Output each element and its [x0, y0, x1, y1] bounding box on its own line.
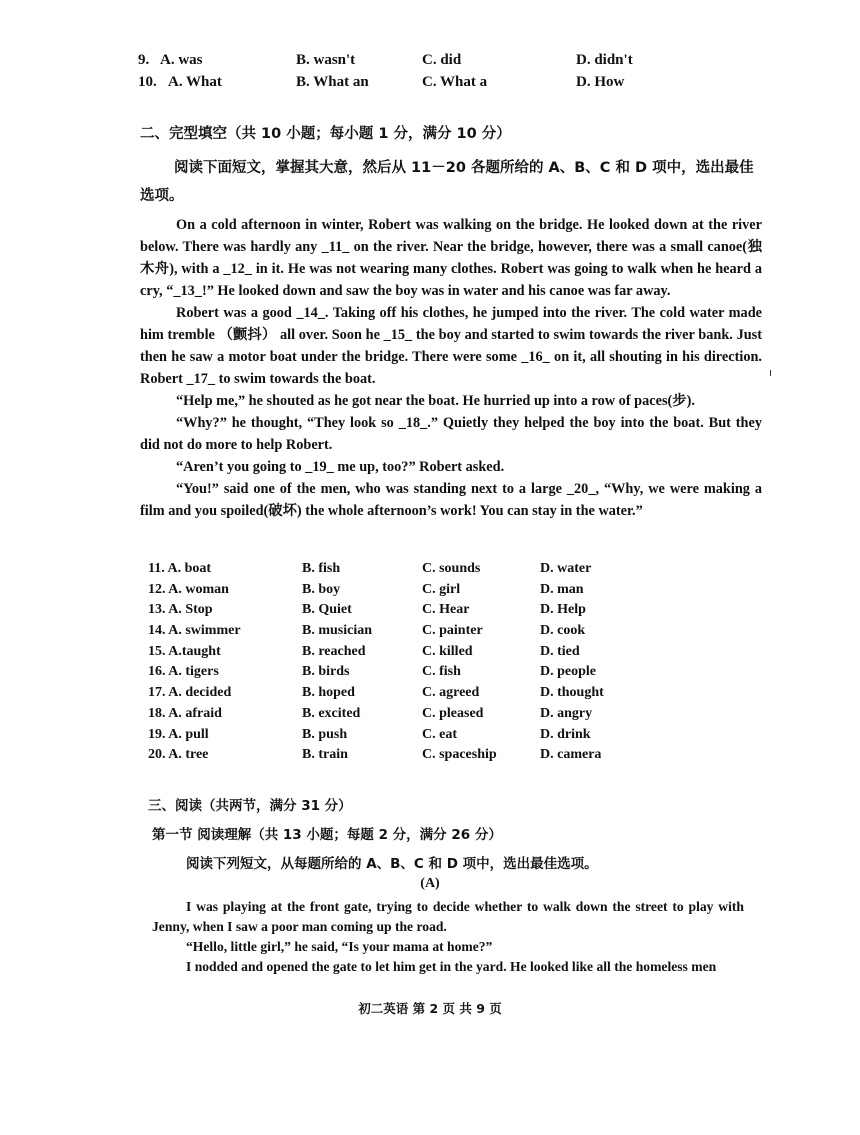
option-a: 19. A. pull	[148, 726, 209, 742]
option-b: B. musician	[302, 623, 373, 639]
options-row	[148, 623, 618, 644]
option-a: 20. A. tree	[148, 747, 209, 763]
passage-paragraph: I nodded and opened the gate to let him get in the yard. He looked like all the homeless men	[186, 959, 717, 974]
option-a: 13. A. Stop	[148, 602, 213, 618]
option-c: C. agreed	[422, 685, 480, 701]
option-c: C. What a	[422, 74, 488, 90]
question-number: 9.	[138, 52, 150, 68]
option-d: D. tied	[540, 643, 580, 659]
options-row	[148, 706, 618, 727]
option-b: B. reached	[302, 643, 366, 659]
option-b: B. fish	[302, 561, 341, 576]
option-a: 15. A.taught	[148, 643, 221, 659]
option-d: D. Help	[540, 602, 586, 618]
option-c: C. killed	[422, 643, 473, 659]
option-a: 14. A. swimmer	[148, 623, 241, 639]
part-1-title: 第一节 阅读理解（共 13 小题；每题 2 分，满分 26 分）	[152, 827, 502, 843]
passage-paragraph: “Aren’t you going to _19_ me up, too?” Robert asked.	[176, 459, 505, 475]
cloze-options	[148, 561, 618, 768]
section-2-title: 二、完型填空（共 10 小题；每小题 1 分，满分 10 分）	[140, 126, 511, 142]
page-footer: 初二英语 第 2 页 共 9 页	[358, 1001, 502, 1016]
option-a: 17. A. decided	[148, 685, 232, 701]
option-a: 18. A. afraid	[148, 705, 222, 721]
option-c: C. painter	[422, 623, 483, 639]
option-d: D. man	[540, 581, 584, 597]
options-row	[148, 664, 618, 685]
question-10-options	[138, 74, 778, 96]
option-d: D. camera	[540, 747, 602, 763]
options-row	[148, 685, 618, 706]
option-d: D. How	[576, 74, 625, 90]
option-b: B. train	[302, 747, 348, 763]
options-row	[148, 644, 618, 665]
option-b: B. What an	[296, 74, 369, 90]
passage-paragraph: “Hello, little girl,” he said, “Is your mama at home?”	[186, 939, 493, 954]
option-a: A. What	[168, 74, 222, 90]
options-row	[148, 561, 618, 582]
option-d: D. cook	[540, 623, 586, 639]
option-b: B. hoped	[302, 685, 355, 701]
option-a: 11. A. boat	[148, 561, 212, 576]
options-row	[148, 727, 618, 748]
reading-passage-a	[152, 897, 744, 977]
option-b: B. push	[302, 726, 348, 742]
option-c: C. spaceship	[422, 747, 497, 763]
option-a: 16. A. tigers	[148, 664, 219, 680]
option-d: D. people	[540, 664, 596, 680]
passage-paragraph: I was playing at the front gate, trying to decide whether to walk down the street to play with Jenny, when I saw a poor man coming up the road.	[152, 899, 744, 934]
option-d: D. thought	[540, 685, 604, 701]
option-c: C. Hear	[422, 602, 470, 618]
passage-paragraph: Robert was a good _14_. Taking off his clothes, he jumped into the river. The cold water made him tremble （颤抖） all over. Soon he _15_ the boy and started to swim towards the river bank. Just then he saw a motor boat under the bridge. There were some _16_ on it, all shouting in his direction. Robert _17_ to swim towards the boat.	[140, 305, 762, 387]
question-number: 10.	[138, 74, 157, 90]
option-c: C. sounds	[422, 561, 481, 576]
option-b: B. excited	[302, 705, 361, 721]
option-c: C. girl	[422, 581, 461, 597]
question-9-options	[138, 52, 778, 74]
option-c: C. pleased	[422, 705, 484, 721]
options-row	[148, 582, 618, 603]
cloze-passage	[140, 214, 762, 522]
option-a: A. was	[160, 52, 203, 68]
option-d: D. water	[540, 561, 592, 576]
option-b: B. birds	[302, 664, 350, 680]
passage-label: (A)	[420, 876, 440, 891]
option-b: B. Quiet	[302, 602, 352, 618]
section-3-title: 三、阅读（共两节，满分 31 分）	[148, 798, 352, 814]
section-2-instruction: 阅读下面短文，掌握其大意，然后从 11－20 各题所给的 A、B、C 和 D 项中，选出最佳选项。	[140, 160, 754, 204]
option-d: D. drink	[540, 726, 591, 742]
option-d: D. angry	[540, 705, 593, 721]
option-a: 12. A. woman	[148, 581, 229, 597]
section-3-instruction: 阅读下列短文，从每题所给的 A、B、C 和 D 项中，选出最佳选项。	[186, 856, 598, 872]
passage-paragraph: “Why?” he thought, “They look so _18_.” Quietly they helped the boy into the boat. But they did not do more to help Robert.	[140, 415, 762, 453]
option-b: B. wasn't	[296, 52, 356, 68]
option-c: C. did	[422, 52, 462, 68]
options-row	[148, 602, 618, 623]
passage-paragraph: On a cold afternoon in winter, Robert was walking on the bridge. He looked down at the river below. There was hardly any _11_ on the river. Near the bridge, however, there was a small canoe(独木舟), with a _12_ in it. He was not wearing many clothes. Robert was going to walk when he heard a cry, “_13_!” He looked down and saw the boy was in water and his canoe was far away.	[140, 217, 762, 299]
passage-paragraph: “You!” said one of the men, who was standing next to a large _20_, “Why, we were making a film and you spoiled(破坏) the whole afternoon’s work! You can stay in the water.”	[140, 481, 762, 519]
option-c: C. fish	[422, 664, 461, 680]
scan-mark	[770, 370, 771, 376]
option-d: D. didn't	[576, 52, 633, 68]
option-c: C. eat	[422, 726, 457, 742]
option-b: B. boy	[302, 581, 341, 597]
options-row	[148, 747, 618, 768]
passage-paragraph: “Help me,” he shouted as he got near the boat. He hurried up into a row of paces(步).	[176, 393, 695, 409]
